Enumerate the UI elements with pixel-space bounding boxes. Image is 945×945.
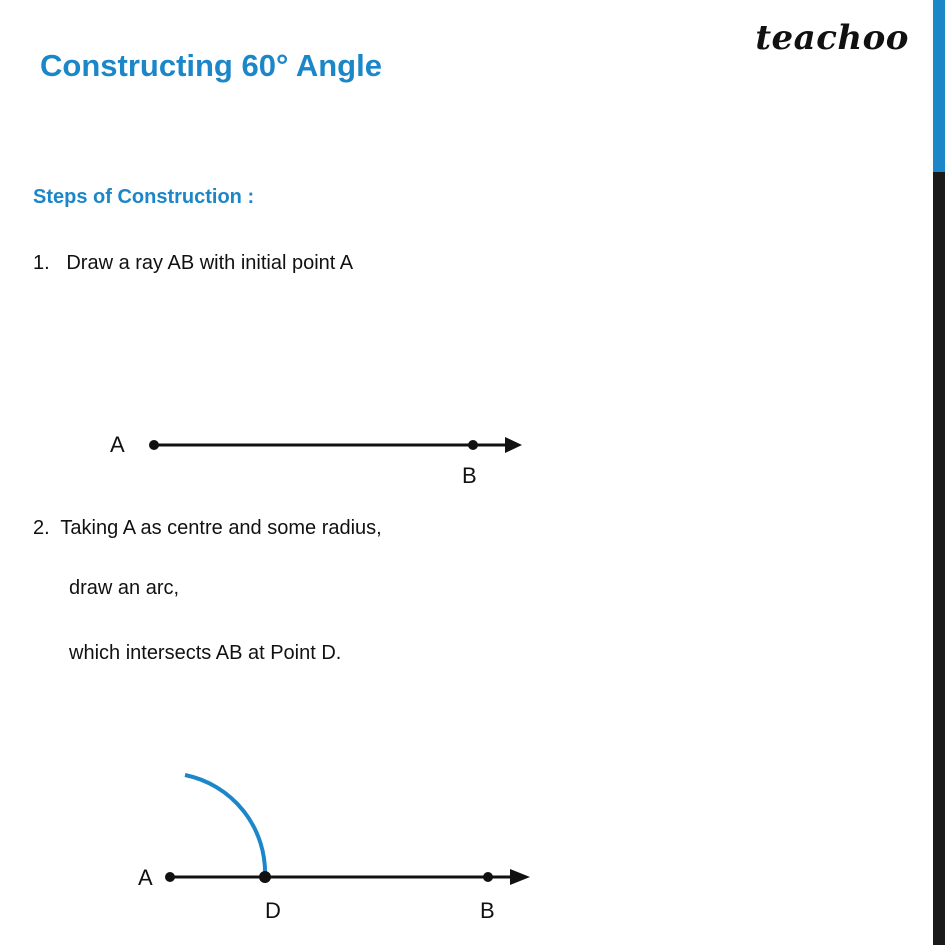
step-2-text-line3: which intersects AB at Point D. [69,642,342,664]
figure2-label-a: A [138,865,153,890]
figure2-point-d-dot [259,871,271,883]
figure-ray-ab [110,415,530,500]
step-2-text: 2. Taking A as centre and some radius, [33,517,382,539]
figure1-label-b: B [462,463,477,488]
page-title: Constructing 60° Angle [40,48,382,83]
figure-arc-ab-d [110,755,540,940]
teachoo-logo: teachoo [755,18,909,58]
steps-heading: Steps of Construction : [33,186,255,208]
figure2-label-d: D [265,898,281,923]
figure1-label-a: A [110,432,125,457]
figure2-label-b: B [480,898,495,923]
figure1-arrowhead [505,437,522,453]
figure2-arrowhead [510,869,530,885]
figure2-arc [185,775,265,877]
right-edge-dark-bar [933,172,945,945]
step-2-text-line2: draw an arc, [69,577,180,599]
step-1-text: 1. Draw a ray AB with initial point A [33,252,354,274]
right-edge-accent-bar [933,0,945,172]
